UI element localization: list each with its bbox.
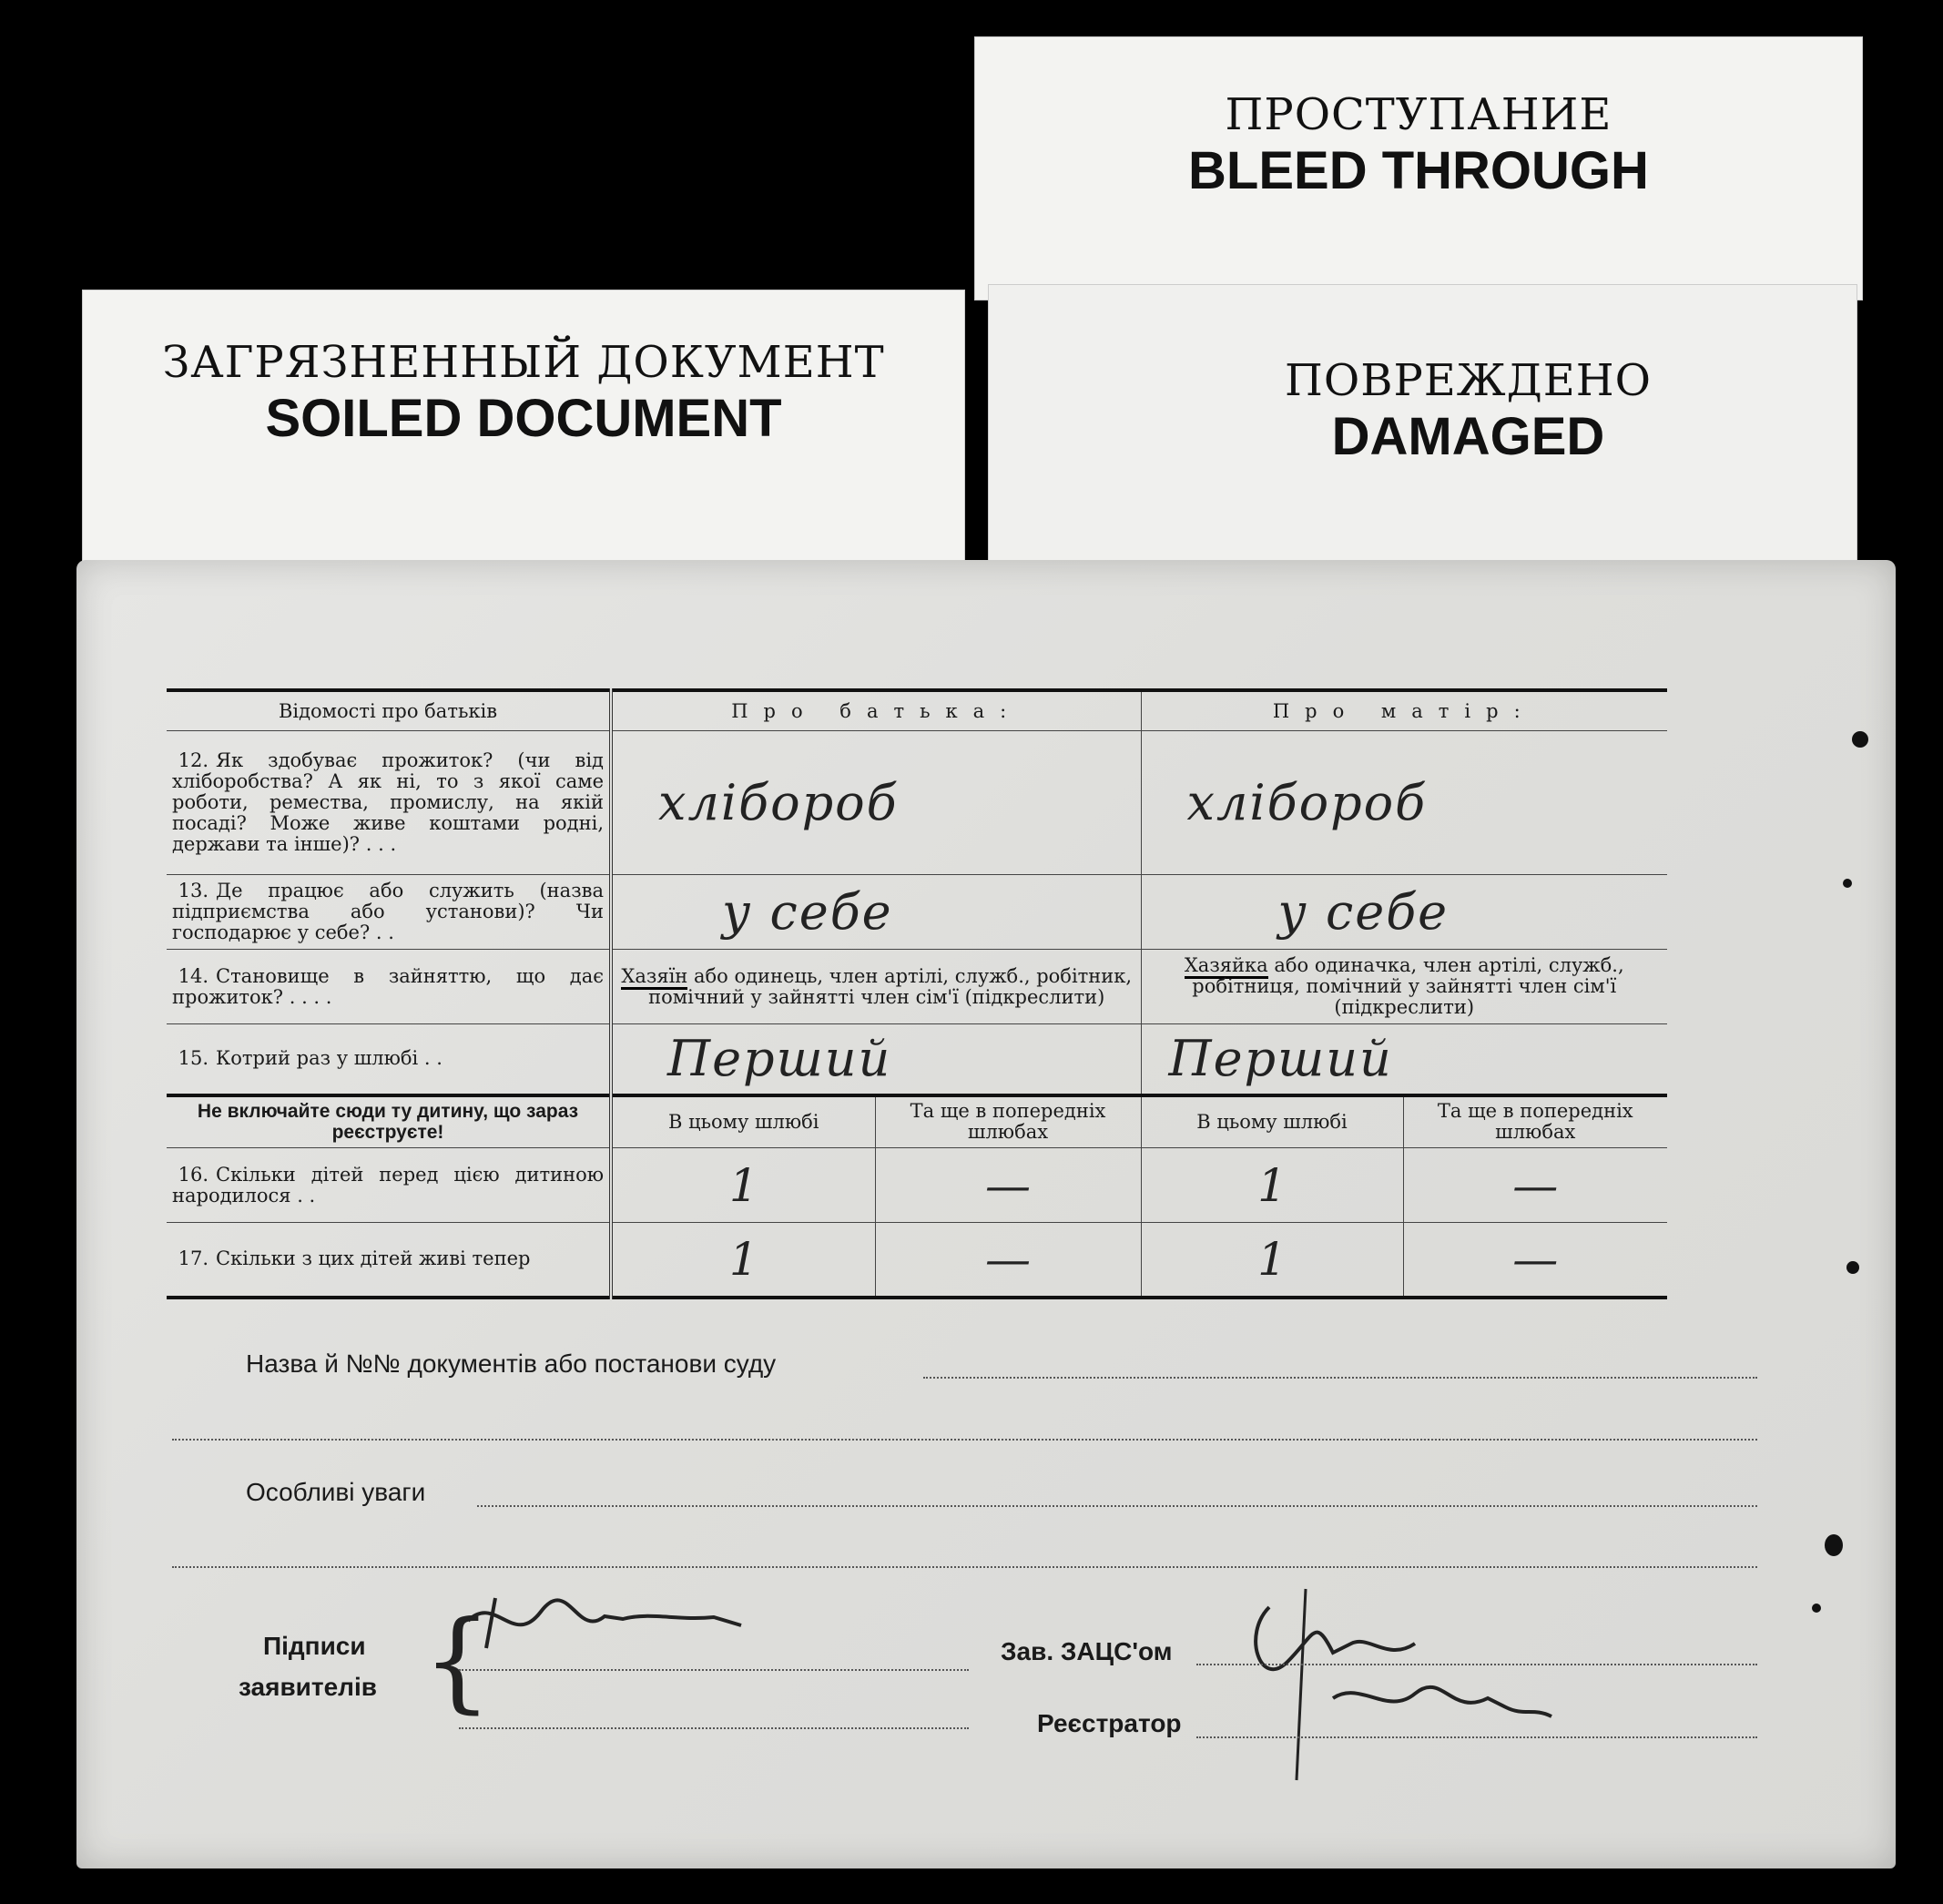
applicants-label: заявителів xyxy=(239,1673,377,1701)
father-answer: хлібороб xyxy=(611,731,1141,875)
question-number: 15. xyxy=(178,1047,209,1070)
applicant-signature xyxy=(441,1584,805,1657)
mother-answer: хлібороб xyxy=(1141,731,1667,875)
remarks-label: Особливі уваги xyxy=(246,1478,426,1506)
question-text: Як здобуває прожиток? (чи від хліборобства? А як ні, то з якої саме роботи, ремества, промислу, на якій посаді? Може живе коштами родні, держави та інше)? . . . xyxy=(172,749,604,855)
documents-line-2[interactable] xyxy=(172,1439,1757,1441)
question-number: 12. xyxy=(178,749,209,771)
mother-this-count: 1 xyxy=(1141,1223,1403,1298)
punch-hole xyxy=(1843,879,1852,888)
punch-hole xyxy=(1825,1534,1843,1556)
punch-hole xyxy=(1852,731,1868,748)
registrar-label: Реєстратор xyxy=(1037,1709,1182,1737)
applicant-signature-line-2[interactable] xyxy=(459,1727,969,1729)
table-header-row xyxy=(167,690,1667,731)
soiled-document-card xyxy=(82,290,965,574)
brace-icon: { xyxy=(422,1598,493,1725)
mother-prev-marriages-header: Та ще в попередніх шлюбах xyxy=(1403,1095,1667,1148)
signatures-label: Підписи xyxy=(263,1632,366,1660)
father-status-options: або одинець, член артілі, служб., робітник, помічний у зайнятті член сім'ї (підкреслити) xyxy=(648,964,1133,1008)
mother-status-options: або одиначка, член артілі, служб., робітниця, помічний у зайнятті член сім'ї (підкреслити) xyxy=(1192,954,1624,1018)
question-number: 14. xyxy=(178,964,209,987)
mother-this-count: 1 xyxy=(1141,1148,1403,1223)
question-number: 17. xyxy=(178,1247,209,1270)
damaged-ru: ПОВРЕЖДЕНО xyxy=(1284,355,1653,406)
documents-line[interactable] xyxy=(923,1377,1757,1379)
table-row xyxy=(167,950,1667,1024)
soiled-en: SOILED DOCUMENT xyxy=(265,389,782,448)
children-warning: Не включайте сюди ту дитину, що зараз реєструєте! xyxy=(167,1095,611,1148)
damaged-en: DAMAGED xyxy=(1331,407,1605,466)
question-number: 13. xyxy=(178,880,209,901)
head-signature-line[interactable] xyxy=(1196,1664,1757,1665)
punch-hole xyxy=(1846,1261,1859,1274)
father-answer: Перший xyxy=(611,1024,1141,1095)
father-answer: у себе xyxy=(611,875,1141,950)
bleed-through-ru: ПРОСТУПАНИЕ xyxy=(1225,89,1612,140)
mother-prev-count: — xyxy=(1403,1223,1667,1298)
parents-info-table xyxy=(167,688,1667,1299)
header-parents-info: Відомості про батьків xyxy=(167,690,611,731)
father-this-count: 1 xyxy=(611,1148,875,1223)
mother-answer: у себе xyxy=(1141,875,1667,950)
bleed-through-card xyxy=(974,36,1863,300)
documents-label: Назва й №№ документів або постанови суду xyxy=(246,1349,777,1378)
punch-hole xyxy=(1812,1604,1821,1613)
question-text: Де працює або служить (назва підприємства або установи)? Чи господарює у себе? . . xyxy=(172,880,604,943)
header-father: Про батька: xyxy=(611,690,1141,731)
table-row xyxy=(167,875,1667,950)
table-row xyxy=(167,1024,1667,1095)
soiled-ru: ЗАГРЯЗНЕННЫЙ ДОКУМЕНТ xyxy=(162,337,885,388)
remarks-line-2[interactable] xyxy=(172,1566,1757,1568)
mother-this-marriage-header: В цьому шлюбі xyxy=(1141,1095,1403,1148)
father-this-count: 1 xyxy=(611,1223,875,1298)
question-text: Котрий раз у шлюбі . . xyxy=(216,1047,443,1070)
father-prev-count: — xyxy=(875,1223,1141,1298)
question-number: 16. xyxy=(178,1163,209,1186)
father-prev-marriages-header: Та ще в попередніх шлюбах xyxy=(875,1095,1141,1148)
mother-status-underlined: Хазяйка xyxy=(1185,954,1268,979)
registration-form-sheet xyxy=(76,560,1896,1868)
question-text: Становище в зайняттю, що дає прожиток? . . . . xyxy=(172,964,604,1008)
question-text: Скільки з цих дітей живі тепер xyxy=(216,1247,531,1270)
question-text: Скільки дітей перед цією дитиною народилося . . xyxy=(172,1163,604,1207)
registrar-signature xyxy=(1233,1580,1615,1789)
mother-answer: Перший xyxy=(1141,1024,1667,1095)
bleed-through-en: BLEED THROUGH xyxy=(1188,141,1649,200)
table-row xyxy=(167,731,1667,875)
children-header-row xyxy=(167,1095,1667,1148)
zags-head-label: Зав. ЗАЦС'ом xyxy=(1001,1637,1173,1665)
registrar-signature-line[interactable] xyxy=(1196,1736,1757,1738)
father-status-underlined: Хазяїн xyxy=(621,965,687,990)
father-prev-count: — xyxy=(875,1148,1141,1223)
header-mother: Про матір: xyxy=(1141,690,1667,731)
damaged-card xyxy=(988,284,1857,566)
applicant-signature-line[interactable] xyxy=(459,1669,969,1671)
table-row xyxy=(167,1148,1667,1223)
mother-prev-count: — xyxy=(1403,1148,1667,1223)
remarks-line[interactable] xyxy=(477,1505,1757,1507)
table-row xyxy=(167,1223,1667,1298)
father-this-marriage-header: В цьому шлюбі xyxy=(611,1095,875,1148)
